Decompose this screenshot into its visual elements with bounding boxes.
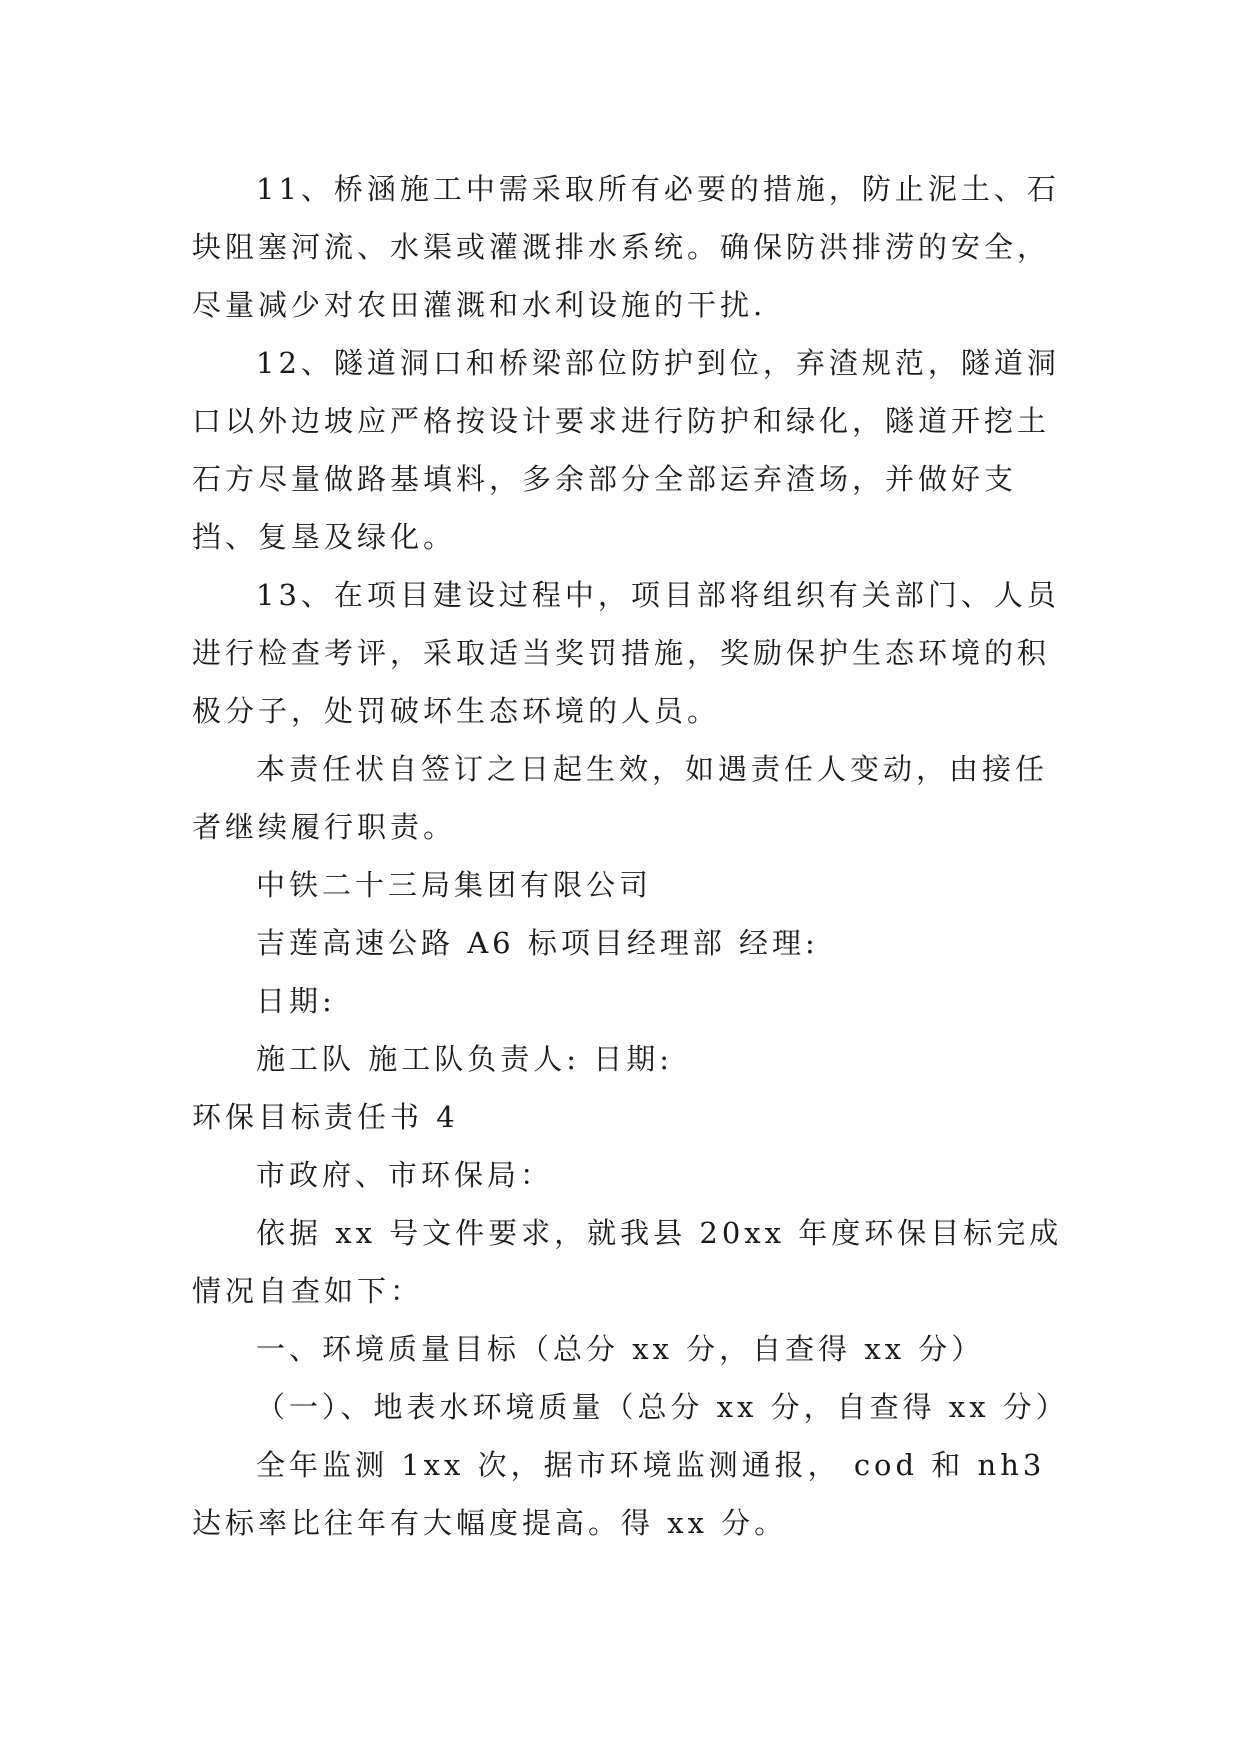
company-name: 中铁二十三局集团有限公司	[256, 868, 653, 902]
addressee: 市政府、市环保局：	[256, 1158, 554, 1192]
subheading-surface-water: （一）、地表水环境质量（总分 xx 分，自查得 xx 分）	[256, 1390, 1069, 1424]
section-title: 环保目标责任书 4	[192, 1100, 459, 1134]
paragraph-item-13: 13、在项目建设过程中，项目部将组织有关部门、人员进行检查考评，采取适当奖罚措施，奖励保护生态环境的积极分子，处罚破坏生态环境的人员。	[192, 578, 1060, 728]
effective-clause: 本责任状自签订之日起生效，如遇责任人变动，由接任者继续履行职责。	[192, 752, 1049, 844]
basis-paragraph: 依据 xx 号文件要求，就我县 20xx 年度环保目标完成情况自查如下：	[192, 1216, 1063, 1308]
construction-team-signature: 施工队 施工队负责人: 日期:	[256, 1042, 673, 1076]
paragraph-item-12: 12、隧道洞口和桥梁部位防护到位，弃渣规范，隧道洞口以外边坡应严格按设计要求进行防护和绿化，隧道开挖土石方尽量做路基填料，多余部分全部运弃渣场，并做好支挡、复垦及绿化。	[192, 346, 1060, 554]
paragraph-item-11: 11、桥涵施工中需采取所有必要的措施，防止泥土、石块阻塞河流、水渠或灌溉排水系统。确保防洪排涝的安全，尽量减少对农田灌溉和水利设施的干扰.	[192, 172, 1060, 322]
document-body	[192, 160, 1072, 1552]
heading-environment-quality: 一、环境质量目标（总分 xx 分，自查得 xx 分）	[256, 1332, 985, 1366]
project-department-signature: 吉莲高速公路 A6 标项目经理部 经理:	[256, 926, 819, 960]
monitoring-paragraph: 全年监测 1xx 次，据市环境监测通报， cod 和 nh3 达标率比往年有大幅度提高。得 xx 分。	[192, 1448, 1046, 1540]
date-line: 日期:	[256, 984, 336, 1018]
